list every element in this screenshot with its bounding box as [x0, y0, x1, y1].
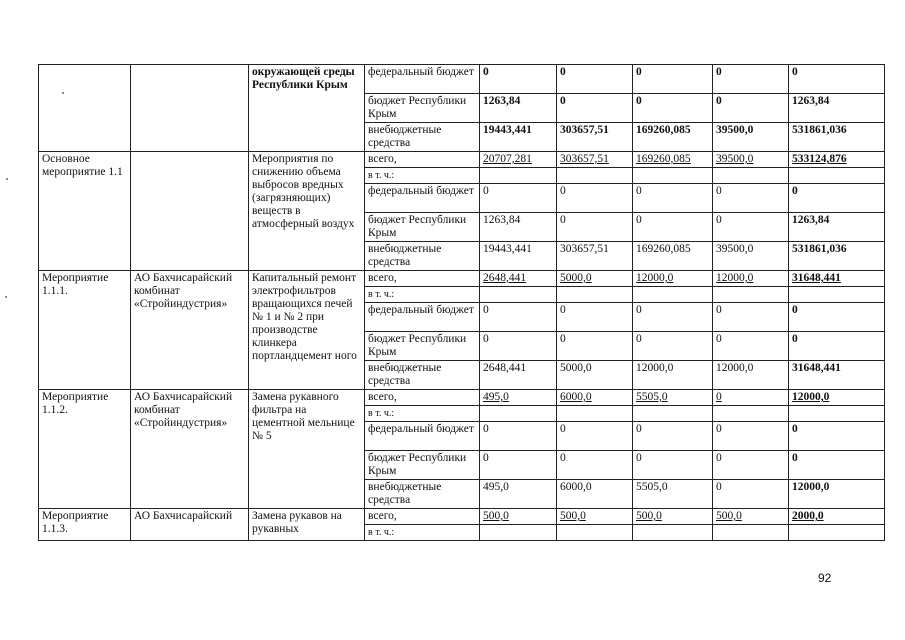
status-cell: Мероприятие 1.1.2. [39, 390, 131, 509]
value-cell: 6000,0 [557, 480, 633, 509]
value-cell [633, 287, 713, 303]
value-cell: 0 [557, 332, 633, 361]
value-cell: 0 [633, 451, 713, 480]
value-cell: 0 [633, 303, 713, 332]
value-cell: 0 [713, 332, 789, 361]
source-cell: всего, [365, 152, 480, 168]
value-cell [557, 287, 633, 303]
source-cell: федеральный бюджет [365, 65, 480, 94]
value-cell: 1263,84 [480, 94, 557, 123]
table-row [39, 390, 885, 406]
source-cell: федеральный бюджет [365, 422, 480, 451]
source-cell: в т. ч.: [365, 525, 480, 541]
source-cell: в т. ч.: [365, 406, 480, 422]
value-cell: 0 [557, 422, 633, 451]
source-cell: внебюджетные средства [365, 242, 480, 271]
status-cell [39, 65, 131, 152]
value-cell [789, 168, 885, 184]
value-cell: 5000,0 [557, 361, 633, 390]
value-cell: 12000,0 [713, 361, 789, 390]
value-cell: 31648,441 [789, 271, 885, 287]
value-cell: 303657,51 [557, 123, 633, 152]
value-cell: 0 [480, 184, 557, 213]
value-cell: 1263,84 [789, 94, 885, 123]
value-cell: 6000,0 [557, 390, 633, 406]
value-cell: 0 [713, 422, 789, 451]
value-cell: 0 [633, 422, 713, 451]
executor-cell: АО Бахчисарайский комбинат «Стройиндустрия» [131, 271, 249, 390]
source-cell: бюджет Республики Крым [365, 94, 480, 123]
value-cell: 531861,036 [789, 123, 885, 152]
value-cell: 0 [557, 94, 633, 123]
value-cell [480, 525, 557, 541]
value-cell: 0 [557, 213, 633, 242]
value-cell: 169260,085 [633, 123, 713, 152]
value-cell [557, 168, 633, 184]
value-cell [789, 406, 885, 422]
value-cell: 303657,51 [557, 152, 633, 168]
source-cell: бюджет Республики Крым [365, 213, 480, 242]
status-cell: Основное мероприятие 1.1 [39, 152, 131, 271]
value-cell: 1263,84 [480, 213, 557, 242]
scan-speck [62, 92, 64, 94]
source-cell: бюджет Республики Крым [365, 451, 480, 480]
value-cell [633, 525, 713, 541]
value-cell: 0 [713, 303, 789, 332]
value-cell: 39500,0 [713, 123, 789, 152]
table-row [39, 152, 885, 168]
value-cell [789, 287, 885, 303]
name-cell: окружающей среды Республики Крым [249, 65, 365, 152]
value-cell: 0 [713, 480, 789, 509]
executor-cell: АО Бахчисарайский комбинат «Стройиндустрия» [131, 390, 249, 509]
value-cell: 169260,085 [633, 152, 713, 168]
value-cell: 20707,281 [480, 152, 557, 168]
value-cell: 5000,0 [557, 271, 633, 287]
value-cell: 0 [557, 65, 633, 94]
value-cell [713, 287, 789, 303]
name-cell: Замена рукавного фильтра на цементной мельнице № 5 [249, 390, 365, 509]
value-cell: 531861,036 [789, 242, 885, 271]
table-row [39, 271, 885, 287]
value-cell: 0 [480, 332, 557, 361]
scan-speck [6, 178, 8, 180]
source-cell: всего, [365, 271, 480, 287]
table-row [39, 509, 885, 525]
value-cell: 12000,0 [789, 480, 885, 509]
executor-cell [131, 152, 249, 271]
value-cell: 1263,84 [789, 213, 885, 242]
value-cell: 2648,441 [480, 361, 557, 390]
source-cell: федеральный бюджет [365, 184, 480, 213]
value-cell [557, 525, 633, 541]
value-cell [480, 406, 557, 422]
value-cell: 12000,0 [789, 390, 885, 406]
value-cell: 0 [789, 184, 885, 213]
source-cell: внебюджетные средства [365, 123, 480, 152]
value-cell: 500,0 [633, 509, 713, 525]
source-cell: в т. ч.: [365, 287, 480, 303]
source-cell: в т. ч.: [365, 168, 480, 184]
value-cell: 0 [713, 184, 789, 213]
source-cell: всего, [365, 390, 480, 406]
source-cell: внебюджетные средства [365, 361, 480, 390]
value-cell: 0 [713, 94, 789, 123]
value-cell: 0 [713, 390, 789, 406]
value-cell: 495,0 [480, 480, 557, 509]
value-cell: 0 [789, 422, 885, 451]
source-cell: внебюджетные средства [365, 480, 480, 509]
value-cell: 0 [789, 65, 885, 94]
value-cell [480, 287, 557, 303]
name-cell: Замена рукавов на рукавных [249, 509, 365, 541]
table-row [39, 65, 885, 94]
budget-table [38, 64, 885, 541]
executor-cell: АО Бахчисарайский [131, 509, 249, 541]
value-cell: 0 [789, 451, 885, 480]
value-cell: 533124,876 [789, 152, 885, 168]
value-cell [633, 168, 713, 184]
value-cell: 0 [633, 332, 713, 361]
value-cell: 39500,0 [713, 152, 789, 168]
value-cell: 19443,441 [480, 123, 557, 152]
value-cell: 0 [633, 184, 713, 213]
value-cell: 0 [713, 451, 789, 480]
value-cell: 0 [633, 94, 713, 123]
value-cell [713, 406, 789, 422]
value-cell: 495,0 [480, 390, 557, 406]
value-cell: 31648,441 [789, 361, 885, 390]
value-cell: 0 [633, 65, 713, 94]
value-cell: 500,0 [480, 509, 557, 525]
value-cell [789, 525, 885, 541]
value-cell: 12000,0 [713, 271, 789, 287]
value-cell [713, 525, 789, 541]
value-cell: 12000,0 [633, 271, 713, 287]
value-cell: 12000,0 [633, 361, 713, 390]
value-cell: 2000,0 [789, 509, 885, 525]
value-cell: 0 [480, 65, 557, 94]
value-cell: 0 [557, 184, 633, 213]
value-cell: 0 [633, 213, 713, 242]
name-cell: Мероприятия по снижению объема выбросов вредных (загрязняющих) веществ в атмосферный воздух [249, 152, 365, 271]
value-cell: 0 [480, 303, 557, 332]
executor-cell [131, 65, 249, 152]
source-cell: федеральный бюджет [365, 303, 480, 332]
value-cell: 0 [480, 422, 557, 451]
value-cell [633, 406, 713, 422]
value-cell: 2648,441 [480, 271, 557, 287]
value-cell: 0 [480, 451, 557, 480]
status-cell: Мероприятие 1.1.3. [39, 509, 131, 541]
value-cell: 0 [713, 65, 789, 94]
value-cell: 19443,441 [480, 242, 557, 271]
page-number: 92 [818, 571, 832, 585]
value-cell [557, 406, 633, 422]
value-cell: 169260,085 [633, 242, 713, 271]
value-cell: 0 [557, 303, 633, 332]
value-cell: 0 [789, 303, 885, 332]
value-cell: 39500,0 [713, 242, 789, 271]
value-cell [713, 168, 789, 184]
value-cell: 5505,0 [633, 480, 713, 509]
value-cell: 0 [557, 451, 633, 480]
source-cell: бюджет Республики Крым [365, 332, 480, 361]
value-cell [480, 168, 557, 184]
source-cell: всего, [365, 509, 480, 525]
value-cell: 5505,0 [633, 390, 713, 406]
value-cell: 0 [789, 332, 885, 361]
scan-speck [5, 296, 7, 298]
value-cell: 303657,51 [557, 242, 633, 271]
value-cell: 500,0 [557, 509, 633, 525]
name-cell: Капитальный ремонт электрофильтров вращающихся печей № 1 и № 2 при производстве клинкера портландцемент ного [249, 271, 365, 390]
value-cell: 0 [713, 213, 789, 242]
status-cell: Мероприятие 1.1.1. [39, 271, 131, 390]
value-cell: 500,0 [713, 509, 789, 525]
